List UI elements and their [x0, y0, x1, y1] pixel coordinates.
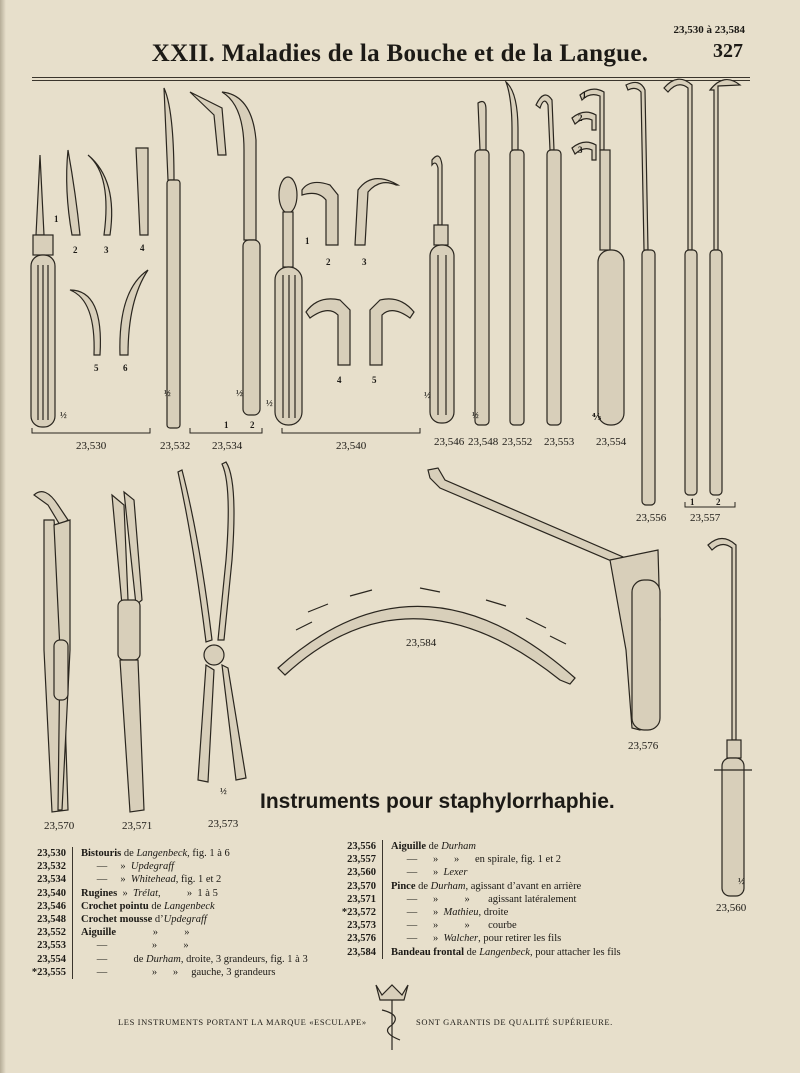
needle-552-icon: [506, 82, 524, 425]
rugine-4-icon: [306, 299, 350, 365]
legend-description: [73, 900, 215, 913]
legend-code: 23,554: [26, 953, 73, 966]
legend-row: [336, 906, 621, 919]
legend-text: — » » courbe: [391, 920, 517, 932]
legend-text: — »: [391, 867, 444, 879]
legend-text: de: [121, 848, 137, 859]
legend-description: [383, 880, 581, 893]
sub-fig-number: 2: [73, 245, 78, 255]
footer-right: SONT GARANTIS DE QUALITÉ SUPÉRIEURE.: [416, 1017, 613, 1027]
legend-row: [336, 840, 621, 853]
legend-row: [26, 860, 308, 873]
legend-text: , » 1 à 5: [158, 887, 218, 899]
sub-fig-number: 1: [305, 236, 310, 246]
long-knife-icon: [164, 88, 180, 428]
legend-text: Updegraff: [163, 914, 207, 926]
legend-text: Langenbeck: [479, 946, 530, 958]
fig-ref-23540: 23,540: [336, 440, 367, 452]
legend-text: Walcher: [443, 933, 479, 945]
pince-576-icon: [428, 468, 660, 730]
legend-code: 23,530: [26, 847, 73, 860]
legend-description: [383, 840, 476, 853]
legend-text: Langenbeck: [136, 848, 188, 859]
legend-code: 23,540: [26, 887, 73, 900]
pince-573-icon: [178, 462, 246, 782]
legend-row: [336, 853, 621, 866]
hook-blunt-icon: [475, 102, 489, 425]
sub-fig-number: 1: [690, 497, 695, 507]
legend-description: [73, 966, 276, 979]
rugine-icon: [275, 177, 302, 425]
fig-ref-23552: 23,552: [502, 436, 533, 448]
legend-code: 23,560: [336, 866, 383, 879]
legend-text: , pour retirer les fils: [478, 933, 562, 945]
sub-fig-number: 1: [224, 420, 229, 430]
blade-3-icon: [88, 155, 112, 235]
fig-ref-23576: 23,576: [628, 740, 659, 752]
blade-6-icon: [120, 270, 148, 355]
legend-description: [383, 853, 561, 866]
legend-description: [383, 893, 576, 906]
legend-text: Crochet mousse: [81, 914, 153, 926]
blade-4-icon: [136, 148, 148, 235]
legend-description: [383, 946, 621, 959]
legend-code: 23,571: [336, 893, 383, 906]
scale-mark: ½: [738, 876, 745, 886]
sub-fig-number: 4: [140, 243, 145, 253]
footer-left: LES INSTRUMENTS PORTANT LA MARQUE «ESCULAPE»: [118, 1017, 367, 1027]
legend-row: [336, 893, 621, 906]
legend-code: 23,584: [336, 946, 383, 959]
page-range: 23,530 à 23,584: [673, 24, 745, 36]
sub-fig-number: 5: [372, 375, 377, 385]
bandeau-frontal-icon: [278, 588, 575, 684]
sub-fig-number: 3: [362, 257, 367, 267]
legend-description: [73, 953, 308, 966]
legend-code: 23,556: [336, 840, 383, 853]
legend-row: [26, 913, 308, 926]
scale-mark: ½: [60, 410, 67, 420]
legend-text: d’: [152, 914, 164, 926]
pince-571-icon: [112, 492, 144, 812]
fig-ref-23570: 23,570: [44, 820, 75, 832]
legend-text: Langenbeck: [163, 900, 215, 912]
legend-row: [336, 880, 621, 893]
whitehead-knife-icon: [190, 92, 260, 415]
legend-code: 23,570: [336, 880, 383, 893]
legend-text: » »: [116, 927, 190, 939]
legend-row: [336, 919, 621, 932]
legend-text: — »: [391, 933, 444, 945]
legend-text: Aiguille: [391, 841, 427, 852]
legend-description: [73, 873, 221, 886]
legend-text: Durham: [146, 953, 181, 965]
fig-ref-23548: 23,548: [468, 436, 499, 448]
scale-mark: ½: [472, 410, 479, 420]
sub-fig-number: 1: [582, 90, 587, 100]
legend-text: , fig. 1 à 6: [187, 848, 230, 859]
legend-text: Pince: [391, 880, 416, 892]
rugine-3-icon: [355, 179, 398, 245]
legend-row: [26, 966, 308, 979]
legend-text: Crochet pointu: [81, 900, 149, 912]
legend-code: *23,572: [336, 906, 383, 919]
pince-570-icon: [34, 492, 70, 812]
legend-text: Rugines: [81, 887, 118, 899]
needle-557-icon: [664, 79, 740, 495]
legend-text: , pour attacher les fils: [529, 946, 621, 958]
fig-ref-23560: 23,560: [716, 902, 747, 914]
esculape-mark-icon: [376, 985, 408, 1050]
legend-text: Mathieu: [443, 907, 479, 919]
scale-mark: ½: [424, 390, 431, 400]
sub-fig-number: 2: [578, 113, 583, 123]
sub-fig-number: 2: [716, 497, 721, 507]
legend-row: [336, 946, 621, 959]
legend-text: , agissant d’avant en arrière: [465, 880, 582, 892]
fig-ref-23530: 23,530: [76, 440, 107, 452]
legend-row: [336, 932, 621, 945]
legend-description: [73, 860, 174, 873]
hook-pointed-icon: [430, 156, 454, 423]
scale-mark: ⅘: [592, 412, 602, 422]
legend-code: 23,532: [26, 860, 73, 873]
fig-ref-23532: 23,532: [160, 440, 191, 452]
needle-554-icon: [572, 89, 624, 425]
legend-text: — » » agissant latéralement: [391, 893, 577, 905]
legend-code: 23,548: [26, 913, 73, 926]
legend-text: Durham: [441, 841, 476, 852]
legend-text: Aiguille: [81, 927, 117, 939]
needle-553-icon: [536, 95, 561, 425]
legend-text: Bandeau frontal: [391, 946, 465, 958]
legend-row: [336, 866, 621, 879]
scale-mark: ½: [220, 786, 227, 796]
legend-description: [383, 919, 517, 932]
sub-fig-number: 5: [94, 363, 99, 373]
legend-text: — »: [81, 861, 131, 873]
sub-fig-number: 4: [337, 375, 342, 385]
legend-description: [73, 847, 230, 860]
legend-description: [73, 926, 190, 939]
legend-row: [26, 953, 308, 966]
scale-mark: ½: [164, 388, 171, 398]
fig-ref-23534: 23,534: [212, 440, 243, 452]
legend-code: *23,555: [26, 966, 73, 979]
rugine-5-icon: [370, 299, 414, 365]
blade-5-icon: [70, 290, 100, 355]
scale-mark: ½: [266, 398, 273, 408]
legend-text: de: [415, 880, 431, 892]
fig-ref-23553: 23,553: [544, 436, 575, 448]
legend-code: 23,576: [336, 932, 383, 945]
legend-text: — de: [81, 953, 147, 965]
page-title: XXII. Maladies de la Bouche et de la Langue.: [151, 40, 649, 67]
legend-code: 23,573: [336, 919, 383, 932]
legend-row: [26, 847, 308, 860]
legend-text: »: [117, 887, 133, 899]
legend-description: [383, 906, 508, 919]
sub-fig-number: 3: [104, 245, 109, 255]
legend-row: [26, 939, 308, 952]
legend-description: [73, 913, 207, 926]
legend-code: 23,553: [26, 939, 73, 952]
legend-text: de: [464, 946, 480, 958]
legend-right: [336, 840, 621, 959]
legend-code: 23,552: [26, 926, 73, 939]
legend-text: de: [426, 841, 442, 852]
legend-row: [26, 873, 308, 886]
sub-fig-number: 3: [578, 145, 583, 155]
sub-fig-number: 2: [250, 420, 255, 430]
sub-fig-number: 6: [123, 363, 128, 373]
legend-text: , droite, 3 grandeurs, fig. 1 à 3: [180, 953, 308, 965]
needle-556-icon: [626, 82, 655, 505]
page-number: 327: [713, 40, 743, 62]
legend-text: Bistouris: [81, 848, 122, 859]
fig-ref-23554: 23,554: [596, 436, 627, 448]
legend-text: de: [148, 900, 164, 912]
legend-text: Updegraff: [130, 861, 175, 873]
legend-text: — » » en spirale, fig. 1 et 2: [391, 854, 562, 866]
legend-left: [26, 847, 308, 979]
legend-text: , droite: [478, 907, 509, 919]
scale-mark: ½: [236, 388, 243, 398]
fig-ref-23573: 23,573: [208, 818, 239, 830]
legend-text: Whitehead: [130, 874, 176, 886]
legend-description: [73, 887, 218, 900]
legend-code: 23,534: [26, 873, 73, 886]
sub-fig-number: 1: [54, 214, 59, 224]
legend-description: [383, 932, 561, 945]
legend-row: [26, 900, 308, 913]
legend-text: Lexer: [443, 867, 468, 879]
legend-description: [73, 939, 189, 952]
legend-text: Trélat: [132, 887, 159, 899]
needle-lexer-icon: [708, 539, 752, 897]
sub-fig-number: 2: [326, 257, 331, 267]
legend-text: — »: [391, 907, 444, 919]
legend-code: 23,546: [26, 900, 73, 913]
fig-ref-23571: 23,571: [122, 820, 153, 832]
fig-ref-23584: 23,584: [406, 637, 437, 649]
legend-text: Durham: [430, 880, 466, 892]
fig-ref-23557: 23,557: [690, 512, 721, 524]
legend-text: — » » gauche, 3 grandeurs: [81, 966, 276, 978]
legend-text: — »: [81, 874, 131, 886]
fig-ref-23546: 23,546: [434, 436, 465, 448]
legend-row: [26, 926, 308, 939]
legend-row: [26, 887, 308, 900]
section-title: Instruments pour staphylorrhaphie.: [260, 790, 615, 813]
legend-text: , fig. 1 et 2: [175, 874, 222, 886]
legend-code: 23,557: [336, 853, 383, 866]
fig-ref-23556: 23,556: [636, 512, 667, 524]
blade-2-icon: [67, 150, 80, 235]
bistouri-icon: [31, 155, 55, 427]
legend-description: [383, 866, 467, 879]
legend-text: — » »: [81, 940, 189, 952]
